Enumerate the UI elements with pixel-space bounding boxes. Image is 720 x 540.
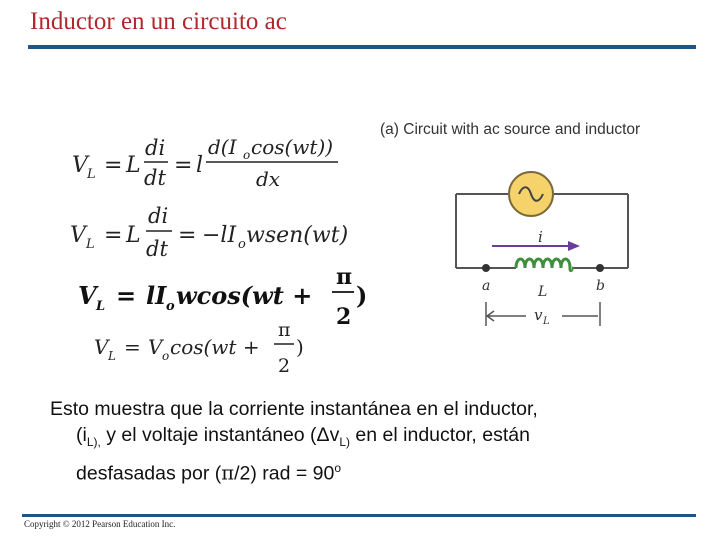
eq2-equals-2: = — [178, 223, 197, 248]
line2-part-c: en el inductor, están — [350, 424, 530, 446]
inductor-label: L — [538, 284, 548, 300]
eq1-L: L — [126, 153, 141, 178]
eq4-equals: = — [124, 335, 141, 359]
eq1-frac1-num: di — [145, 136, 166, 160]
eq3-close: ) — [356, 281, 368, 310]
inductor-coil-icon — [516, 259, 572, 271]
node-b-dot — [596, 264, 604, 272]
line3-part-b: /2) rad = 90 — [234, 462, 335, 485]
eq2-frac-num: di — [148, 204, 169, 228]
eq4-rhs-rest: cos(wt + — [170, 335, 260, 359]
current-label: i — [538, 228, 543, 246]
eq2-rhs-rest: wsen(wt) — [246, 223, 349, 248]
eq3-rhs-rest: wcos(wt + — [176, 281, 313, 310]
explanation-line-1: Esto muestra que la corriente instantánea en el inductor, — [50, 398, 538, 420]
eq1-frac2-num-sub: o — [243, 148, 251, 162]
slide-title: Inductor en un circuito ac — [30, 8, 287, 35]
explanation-paragraph — [50, 396, 690, 486]
node-b-label: b — [596, 278, 605, 294]
eq3-frac-den: 2 — [336, 304, 352, 330]
equation-3 — [78, 264, 367, 330]
node-a-label: a — [482, 278, 491, 294]
line2-part-a: (i — [76, 424, 87, 446]
line3-degree-sup: o — [334, 460, 342, 475]
current-arrow-icon — [492, 241, 580, 251]
circuit-diagram — [440, 160, 650, 330]
explanation-line-2 — [50, 422, 690, 455]
line3-pi: π — [221, 461, 235, 485]
eq2-lhs: V — [70, 223, 86, 248]
eq2-frac-den: dt — [146, 237, 168, 261]
eq1-frac2-den: dx — [256, 167, 281, 191]
eq1-frac1-den: dt — [144, 166, 166, 190]
equation-2 — [70, 204, 348, 261]
eq1-frac2-num-rest: cos(wt)) — [251, 135, 334, 159]
explanation-line-3 — [50, 455, 690, 487]
eq2-rhs: −lI — [202, 223, 237, 248]
eq4-frac-den: 2 — [278, 355, 291, 377]
eq3-equals: = — [116, 281, 137, 310]
circuit-title: (a) Circuit with ac source and inductor — [380, 121, 641, 138]
eq1-lhs-sub: L — [87, 167, 96, 182]
equation-1 — [72, 135, 338, 191]
line2-part-b: y el voltaje instantáneo (Δv — [100, 424, 340, 446]
line2-sub-1: L), — [86, 434, 101, 449]
eq3-lhs: V — [78, 281, 97, 310]
eq1-lhs: V — [72, 153, 88, 178]
footer-divider — [22, 514, 696, 517]
line2-sub-2: L) — [339, 434, 351, 449]
eq4-rhs-sub: o — [162, 349, 170, 363]
eq1-l: l — [196, 153, 204, 178]
eq4-frac-num: π — [278, 319, 291, 341]
eq3-lhs-sub: L — [96, 299, 106, 314]
eq2-lhs-sub: L — [86, 237, 95, 252]
eq2-equals: = — [104, 223, 123, 248]
eq1-equals: = — [104, 153, 123, 178]
eq3-rhs: lI — [146, 281, 167, 310]
line3-part-a: desfasadas por ( — [76, 462, 222, 485]
ac-source-icon — [509, 172, 553, 216]
eq3-rhs-sub: o — [166, 299, 175, 314]
voltage-label-sub: L — [543, 316, 550, 327]
equation-4 — [94, 319, 304, 377]
eq1-equals-2: = — [174, 153, 193, 178]
eq3-frac-num: π — [336, 264, 353, 290]
node-a-dot — [482, 264, 490, 272]
eq4-rhs: V — [148, 335, 163, 359]
eq1-frac2-num: d(I — [208, 135, 237, 159]
eq4-close: ) — [296, 335, 304, 359]
equations-panel — [60, 120, 370, 380]
eq2-rhs-sub: o — [238, 237, 246, 252]
eq4-lhs: V — [94, 335, 109, 359]
eq4-lhs-sub: L — [108, 349, 116, 363]
copyright-text: Copyright © 2012 Pearson Education Inc. — [24, 519, 176, 529]
voltage-label: v — [534, 306, 543, 324]
eq2-L: L — [126, 223, 141, 248]
title-divider — [28, 45, 696, 49]
